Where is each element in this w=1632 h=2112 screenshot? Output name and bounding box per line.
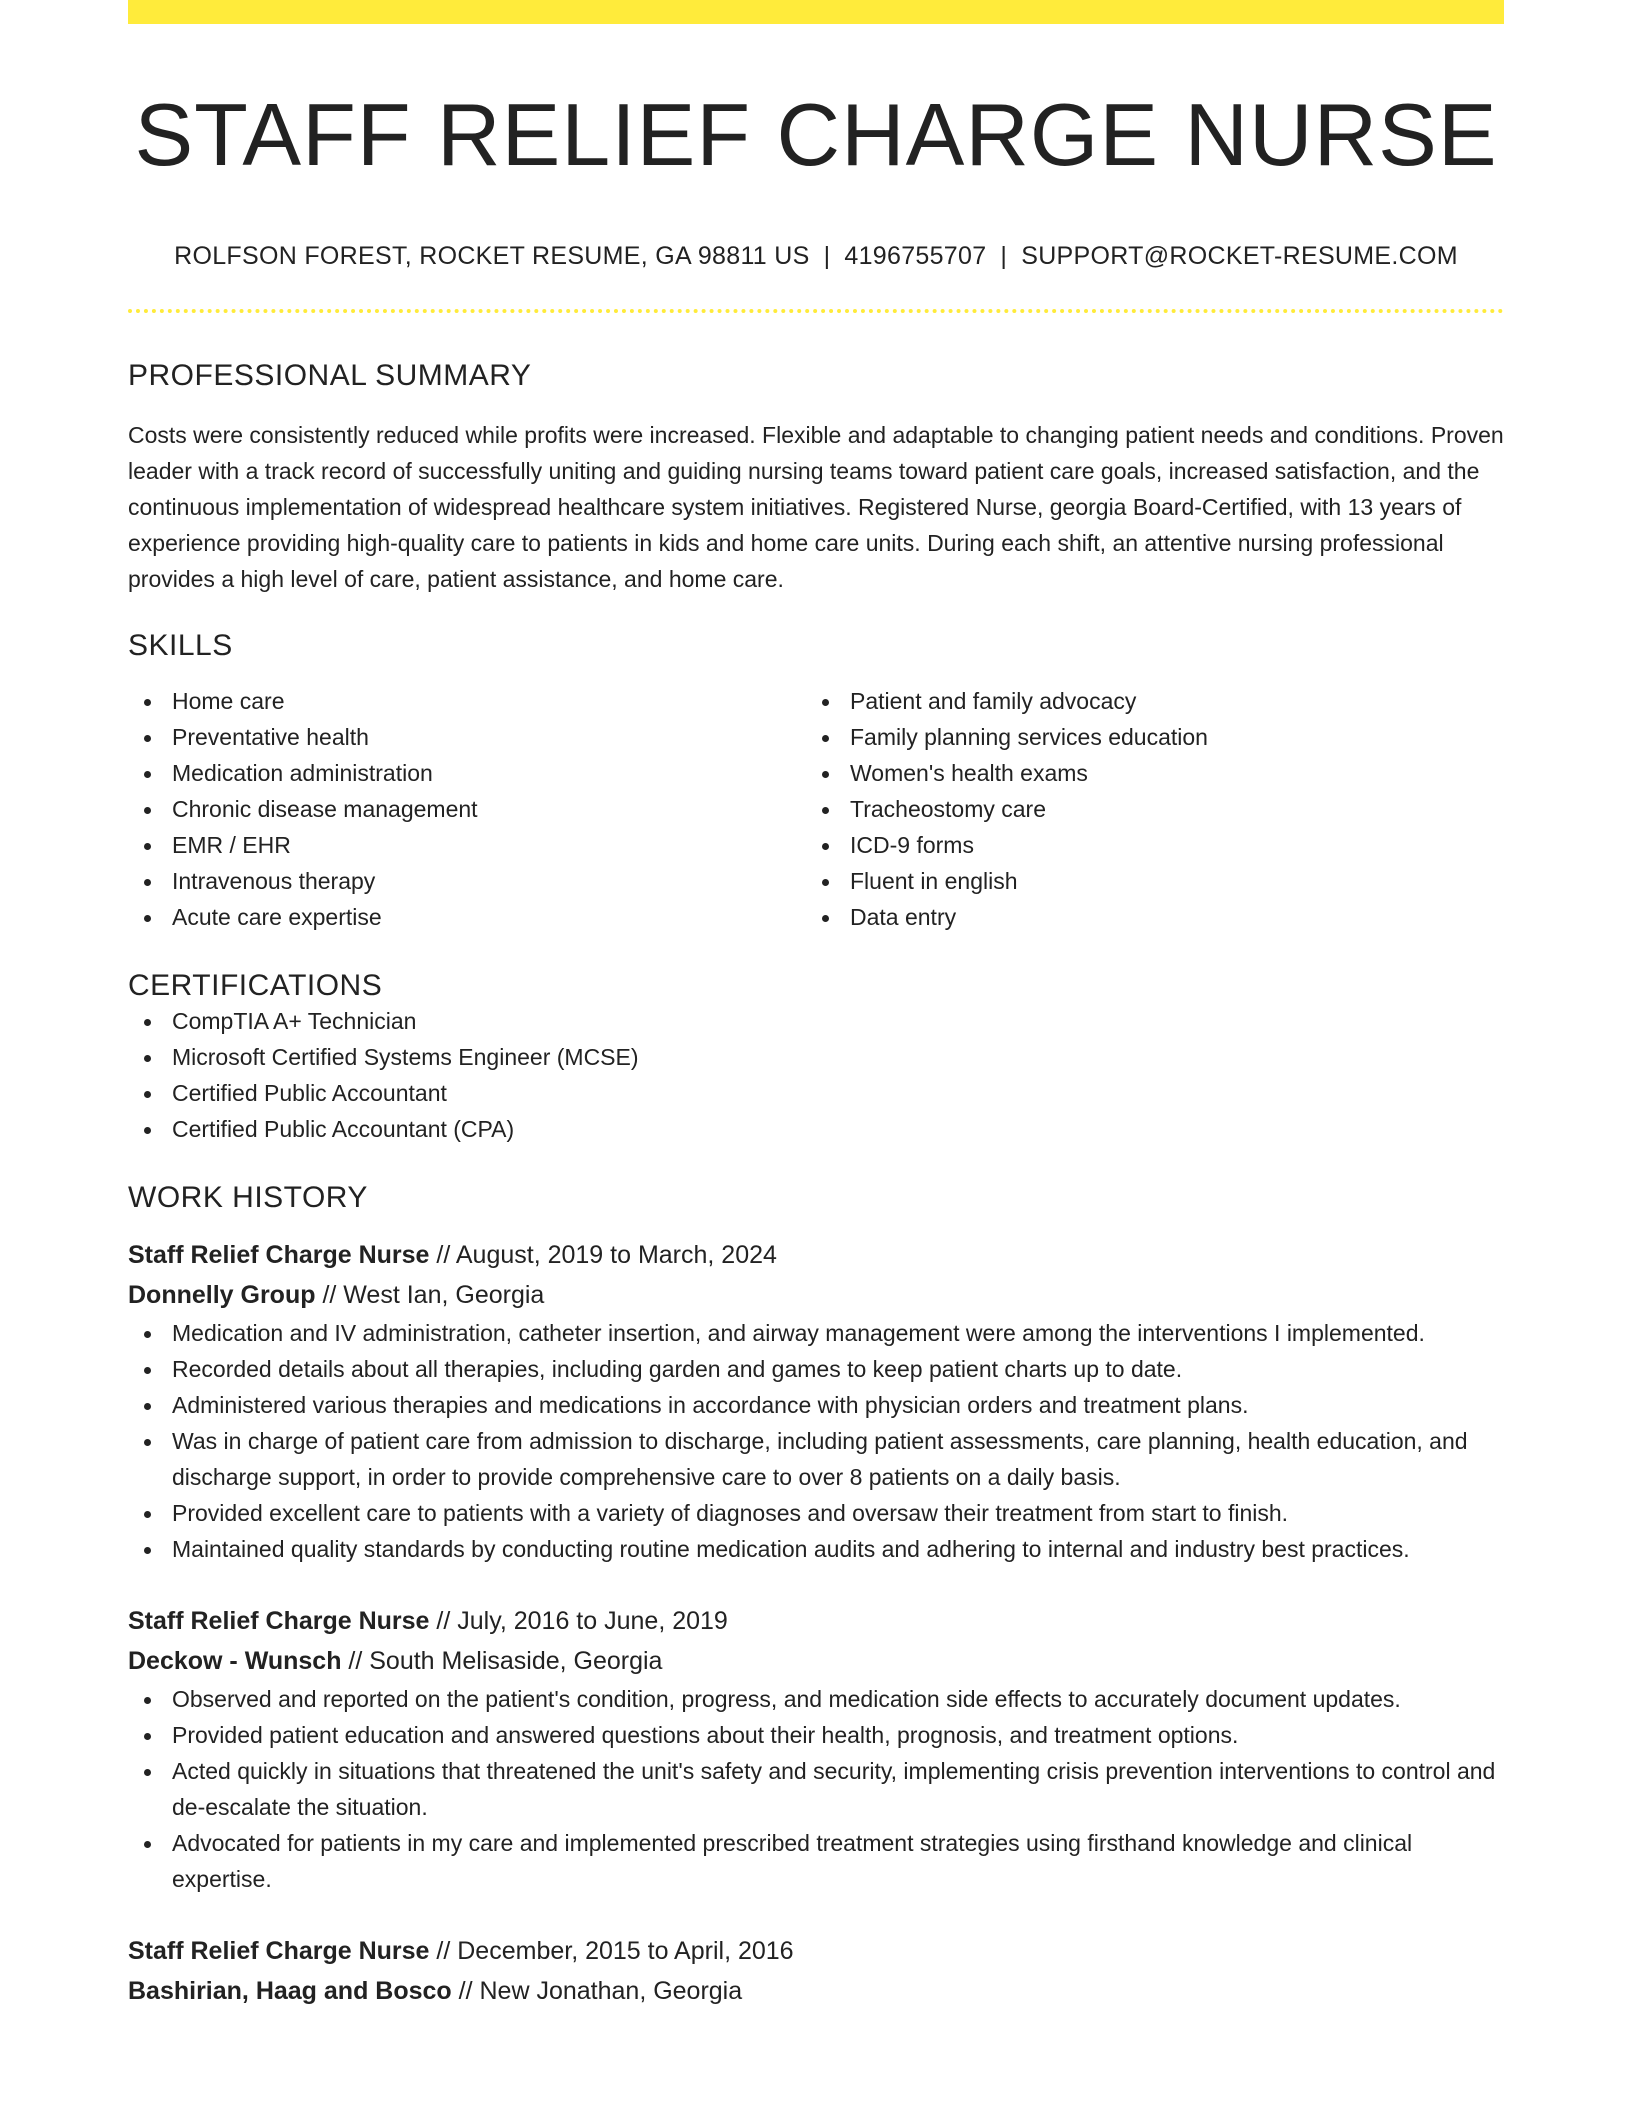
- contact-separator: |: [823, 241, 831, 270]
- job-location: // New Jonathan, Georgia: [451, 1976, 743, 2005]
- job-company-line: [128, 1971, 1504, 2011]
- job-company: Donnelly Group: [128, 1280, 316, 1309]
- summary-text: Costs were consistently reduced while profits were increased. Flexible and adaptable to changing patient needs and conditions. Proven leader with a track record of successfully uniting and guiding nursing teams toward patient care goals, increased satisfaction, and the continuous implementation of widespread healthcare system initiatives. Registered Nurse, georgia Board-Certified, with 13 years of experience providing high-quality care to patients in kids and home care units. During each shift, an attentive nursing professional provides a high level of care, patient assistance, and home care.: [128, 421, 1504, 592]
- skill-item: Patient and family advocacy: [806, 683, 1484, 719]
- certification-item: Certified Public Accountant (CPA): [128, 1111, 1504, 1147]
- resume-page: [128, 0, 1504, 2011]
- skill-item: Women's health exams: [806, 755, 1484, 791]
- skill-item: Home care: [128, 683, 806, 719]
- skill-item: EMR / EHR: [128, 827, 806, 863]
- job-duty: Maintained quality standards by conducting routine medication audits and adhering to internal and industry best practices.: [128, 1531, 1504, 1567]
- header-divider: [128, 309, 1504, 313]
- contact-line: [128, 242, 1504, 271]
- skill-item: ICD-9 forms: [806, 827, 1484, 863]
- contact-separator: |: [1000, 241, 1008, 270]
- job-dates: // December, 2015 to April, 2016: [429, 1936, 794, 1965]
- skill-item: Acute care expertise: [128, 899, 806, 935]
- skill-item: Intravenous therapy: [128, 863, 806, 899]
- contact-phone: 4196755707: [844, 241, 987, 270]
- skills-heading: SKILLS: [128, 628, 233, 662]
- skills-list-right: [806, 683, 1484, 935]
- skill-item: Medication administration: [128, 755, 806, 791]
- job-duty: Advocated for patients in my care and implemented prescribed treatment strategies using firsthand knowledge and clinical expertise.: [128, 1825, 1504, 1897]
- contact-address: ROLFSON FOREST, ROCKET RESUME, GA 98811 US: [174, 241, 810, 270]
- certification-item: CompTIA A+ Technician: [128, 1003, 1504, 1039]
- job-dates: // August, 2019 to March, 2024: [429, 1240, 777, 1269]
- job-duty: Provided excellent care to patients with a variety of diagnoses and oversaw their treatment from start to finish.: [128, 1495, 1504, 1531]
- job-role: Staff Relief Charge Nurse: [128, 1240, 430, 1269]
- skill-item: Fluent in english: [806, 863, 1484, 899]
- job-company: Bashirian, Haag and Bosco: [128, 1976, 452, 2005]
- skill-item: Preventative health: [128, 719, 806, 755]
- job-entry: [128, 1931, 1504, 2011]
- job-entry: [128, 1235, 1504, 1567]
- certifications-list: [128, 1003, 1504, 1147]
- job-duty: Observed and reported on the patient's condition, progress, and medication side effects to accurately document updates.: [128, 1681, 1504, 1717]
- skill-item: Chronic disease management: [128, 791, 806, 827]
- job-duty: Administered various therapies and medications in accordance with physician orders and treatment plans.: [128, 1387, 1504, 1423]
- certification-item: Certified Public Accountant: [128, 1075, 1504, 1111]
- skill-item: Family planning services education: [806, 719, 1484, 755]
- accent-bar: [128, 0, 1504, 24]
- job-company-line: [128, 1641, 1504, 1681]
- skills-grid: [128, 683, 1504, 935]
- skills-list-left: [128, 683, 806, 935]
- skill-item: Data entry: [806, 899, 1484, 935]
- work-history-heading: WORK HISTORY: [128, 1180, 368, 1214]
- job-role-line: [128, 1235, 1504, 1275]
- certification-item: Microsoft Certified Systems Engineer (MCSE): [128, 1039, 1504, 1075]
- job-duty: Acted quickly in situations that threatened the unit's safety and security, implementing crisis prevention interventions to control and de-escalate the situation.: [128, 1753, 1504, 1825]
- summary-heading: PROFESSIONAL SUMMARY: [128, 358, 532, 392]
- job-duty: Medication and IV administration, catheter insertion, and airway management were among the interventions I implemented.: [128, 1315, 1504, 1351]
- job-duties-list: [128, 1681, 1504, 1897]
- job-dates: // July, 2016 to June, 2019: [429, 1606, 728, 1635]
- job-location: // West Ian, Georgia: [315, 1280, 545, 1309]
- resume-title: STAFF RELIEF CHARGE NURSE: [134, 85, 1498, 184]
- job-duty: Recorded details about all therapies, including garden and games to keep patient charts up to date.: [128, 1351, 1504, 1387]
- contact-email: SUPPORT@ROCKET-RESUME.COM: [1021, 241, 1458, 270]
- job-company-line: [128, 1275, 1504, 1315]
- job-role: Staff Relief Charge Nurse: [128, 1936, 430, 1965]
- certifications-heading: CERTIFICATIONS: [128, 968, 383, 1002]
- job-entry: [128, 1601, 1504, 1897]
- skill-item: Tracheostomy care: [806, 791, 1484, 827]
- job-company: Deckow - Wunsch: [128, 1646, 342, 1675]
- job-location: // South Melisaside, Georgia: [341, 1646, 663, 1675]
- skills-column-right: [806, 683, 1484, 935]
- job-duty: Provided patient education and answered questions about their health, prognosis, and treatment options.: [128, 1717, 1504, 1753]
- job-role-line: [128, 1601, 1504, 1641]
- job-duties-list: [128, 1315, 1504, 1567]
- job-role-line: [128, 1931, 1504, 1971]
- job-role: Staff Relief Charge Nurse: [128, 1606, 430, 1635]
- job-duty: Was in charge of patient care from admission to discharge, including patient assessments, care planning, health education, and discharge support, in order to provide comprehensive care to over 8 patients on a daily basis.: [128, 1423, 1504, 1495]
- skills-column-left: [128, 683, 806, 935]
